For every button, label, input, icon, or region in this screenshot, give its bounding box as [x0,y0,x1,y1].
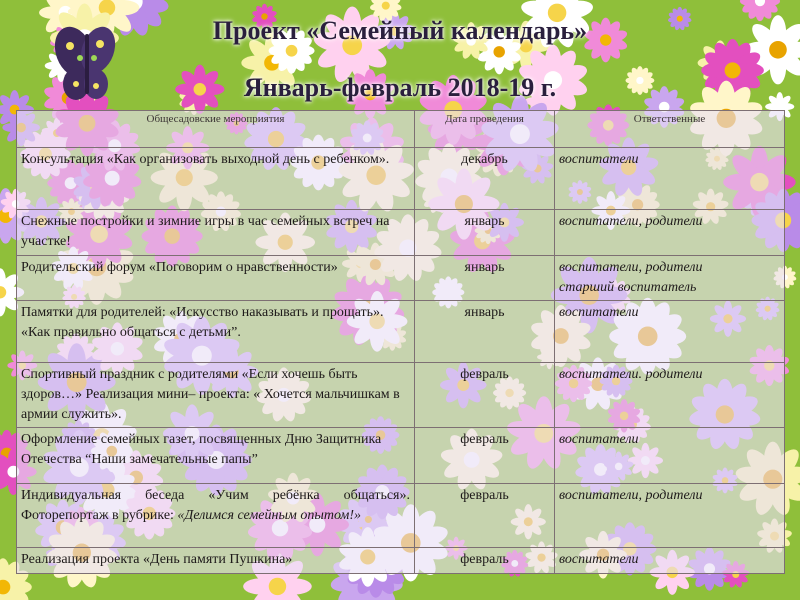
table-row [17,363,785,428]
date-cell: февраль [415,363,555,428]
table-row [17,148,785,210]
page-title: Проект «Семейный календарь» [212,16,588,45]
date-cell: февраль [415,428,555,484]
responsible-cell [555,301,785,363]
event-cell: Консультация «Как организовать выходной день с ребенком». [17,148,415,210]
responsible-cell [555,256,785,301]
event-cell: Оформление семейных газет, посвященных Дню Защитника Отечества “Наши замечательные папы” [17,428,415,484]
table-row [17,210,785,256]
responsible-text: воспитатели, родители [559,488,703,503]
responsible-text: воспитатели [559,305,639,320]
responsible-cell [555,548,785,574]
date-cell: январь [415,210,555,256]
table-row [17,256,785,301]
responsible-cell [555,210,785,256]
responsible-text: воспитатели [559,152,639,167]
responsible-cell [555,363,785,428]
date-cell: февраль [415,548,555,574]
event-text-italic: «Делимся семейным опытом!» [177,508,362,523]
responsible-text: воспитатели. родители [559,367,703,382]
date-cell: декабрь [415,148,555,210]
responsible-text: воспитатели [559,432,639,447]
page-subtitle: Январь-февраль 2018-19 г. [243,73,557,102]
responsible-text: воспитатели, родители [559,214,703,229]
table-row [17,484,785,548]
responsible-text: воспитатели [559,552,639,567]
header-events: Общесадовские мероприятия [17,111,415,148]
responsible-text: старший воспитатель [559,280,697,295]
date-cell: январь [415,301,555,363]
table-row [17,548,785,574]
responsible-cell [555,484,785,548]
date-cell: февраль [415,484,555,548]
event-cell: Снежные постройки и зимние игры в час семейных встреч на участке! [17,210,415,256]
event-cell: Памятки для родителей: «Искусство наказывать и прощать». «Как правильно общаться с детьми”. [17,301,415,363]
table-row [17,428,785,484]
event-text: Индивидуальная беседа «Учим ребёнка общаться». Фоторепортаж в рубрике: [21,488,410,523]
event-cell: Родительский форум «Поговорим о нравственности» [17,256,415,301]
responsible-cell [555,428,785,484]
date-cell: январь [415,256,555,301]
responsible-text: воспитатели, родители [559,260,703,275]
responsible-cell [555,148,785,210]
table-row [17,301,785,363]
header-date: Дата проведения [415,111,555,148]
header-responsible: Ответственные [555,111,785,148]
event-cell: Спортивный праздник с родителями «Если хочешь быть здоров…» Реализация мини– проекта: « Хочется мальчишкам в армии служить». [17,363,415,428]
table-header-row [17,111,785,148]
event-cell [17,484,415,548]
event-cell: Реализация проекта «День памяти Пушкина» [17,548,415,574]
events-table [16,110,785,574]
